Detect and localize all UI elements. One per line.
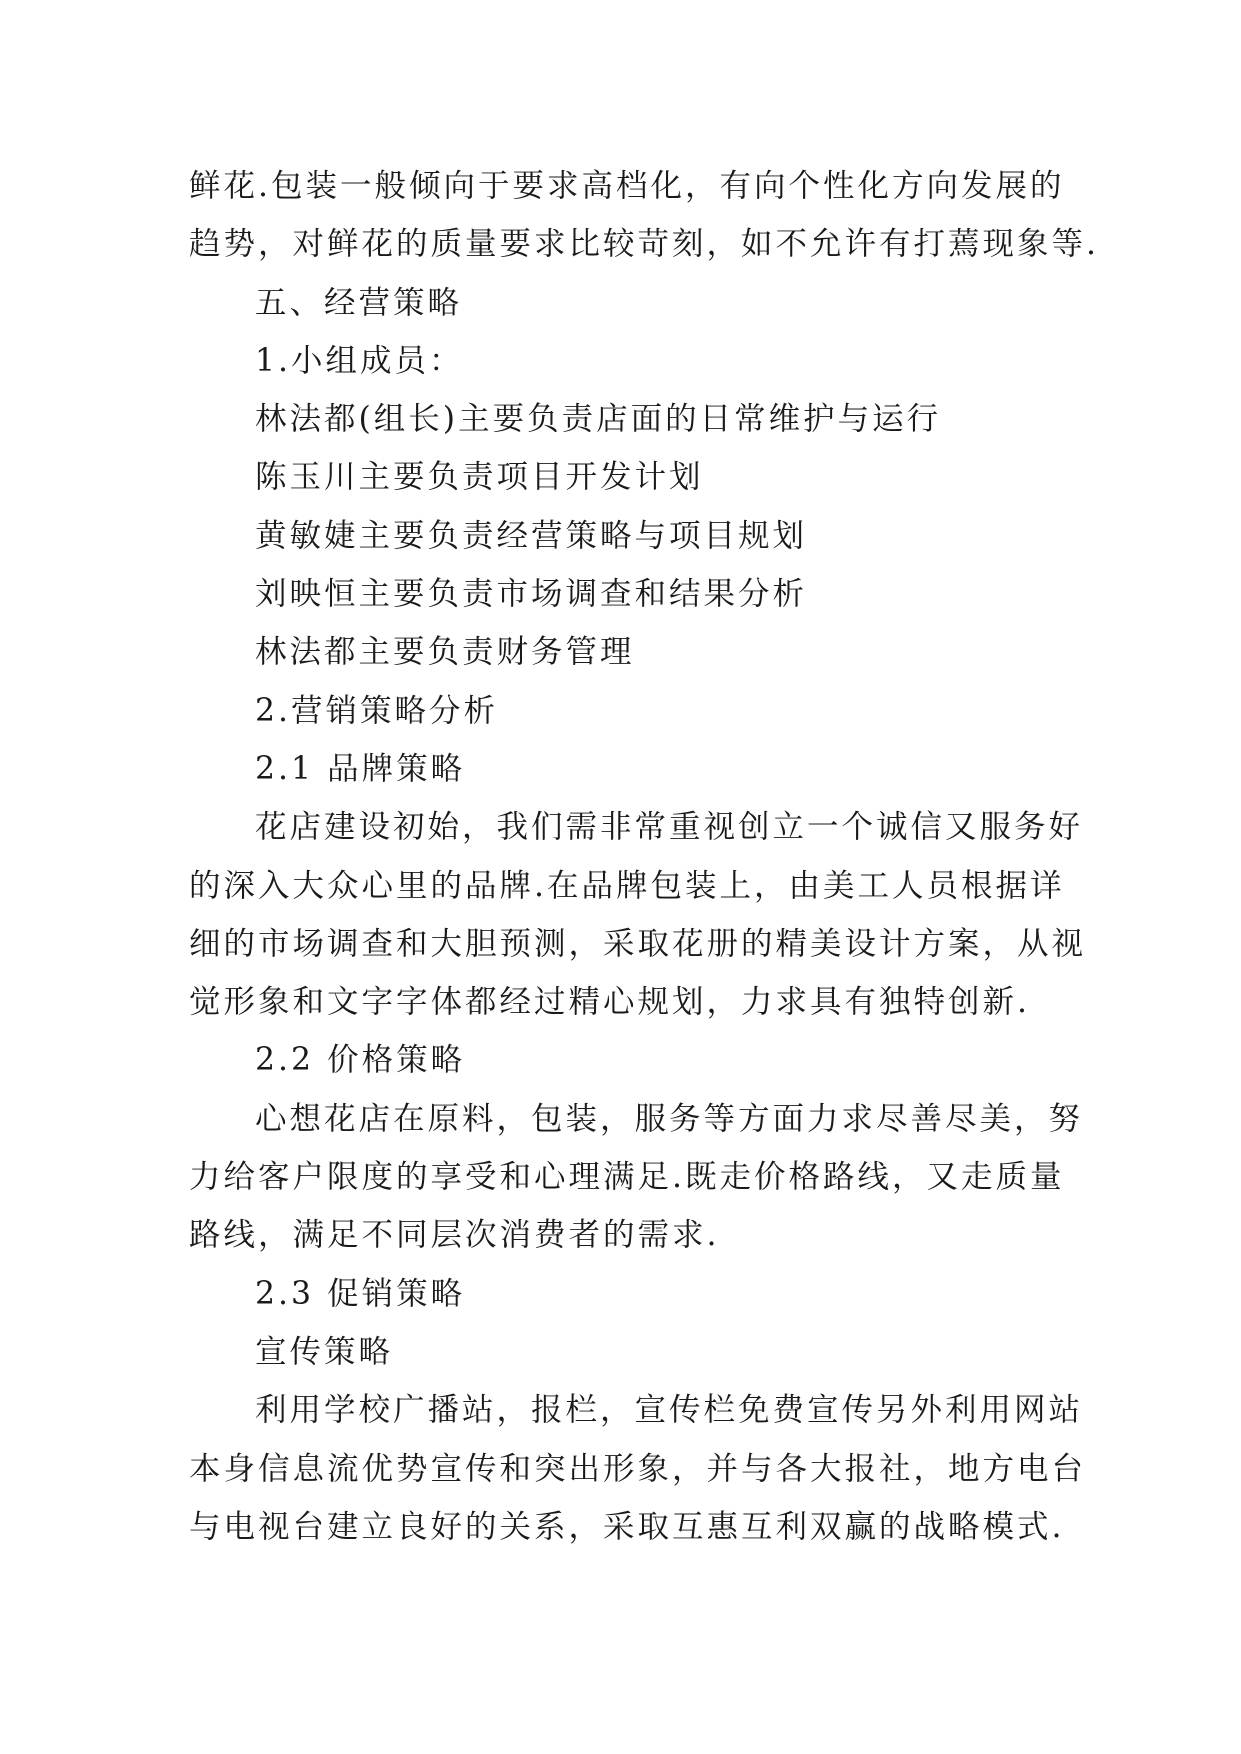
text-line: 刘映恒主要负责市场调查和结果分析 <box>255 576 808 613</box>
text-line: 五、经营策略 <box>255 284 463 321</box>
document-body <box>189 157 1100 1556</box>
text-line: 1.小组成员： <box>255 342 464 379</box>
text-line: 花店建设初始，我们需非常重视创立一个诚信又服务好 <box>255 809 1084 846</box>
text-line: 路线，满足不同层次消费者的需求. <box>189 1217 720 1254</box>
text-line: 宣传策略 <box>255 1333 394 1370</box>
text-line: 林法都主要负责财务管理 <box>255 634 635 671</box>
text-line: 利用学校广播站，报栏，宣传栏免费宣传另外利用网站 <box>255 1392 1084 1429</box>
text-line: 黄敏婕主要负责经营策略与项目规划 <box>255 517 808 554</box>
text-line: 2.营销策略分析 <box>255 692 499 729</box>
text-line: 觉形象和文字字体都经过精心规划，力求具有独特创新. <box>189 984 1031 1021</box>
text-line: 林法都(组长)主要负责店面的日常维护与运行 <box>255 401 942 438</box>
text-line: 与电视台建立良好的关系，采取互惠互利双赢的战略模式. <box>189 1508 1065 1545</box>
text-line: 力给客户限度的享受和心理满足.既走价格路线，又走质量 <box>189 1159 1065 1196</box>
text-line: 本身信息流优势宣传和突出形象，并与各大报社，地方电台 <box>189 1450 1087 1487</box>
text-line: 细的市场调查和大胆预测，采取花册的精美设计方案，从视 <box>189 925 1087 962</box>
text-line: 2.1 品牌策略 <box>255 750 466 787</box>
text-line: 的深入大众心里的品牌.在品牌包装上，由美工人员根据详 <box>189 867 1065 904</box>
text-line: 鲜花.包装一般倾向于要求高档化，有向个性化方向发展的 <box>189 168 1065 204</box>
text-line: 2.3 促销策略 <box>255 1275 466 1312</box>
text-line: 心想花店在原料，包装，服务等方面力求尽善尽美，努 <box>255 1100 1084 1137</box>
text-line: 趋势，对鲜花的质量要求比较苛刻，如不允许有打蔫现象等. <box>189 226 1100 263</box>
text-line: 陈玉川主要负责项目开发计划 <box>255 459 704 496</box>
text-line: 2.2 价格策略 <box>255 1042 466 1079</box>
